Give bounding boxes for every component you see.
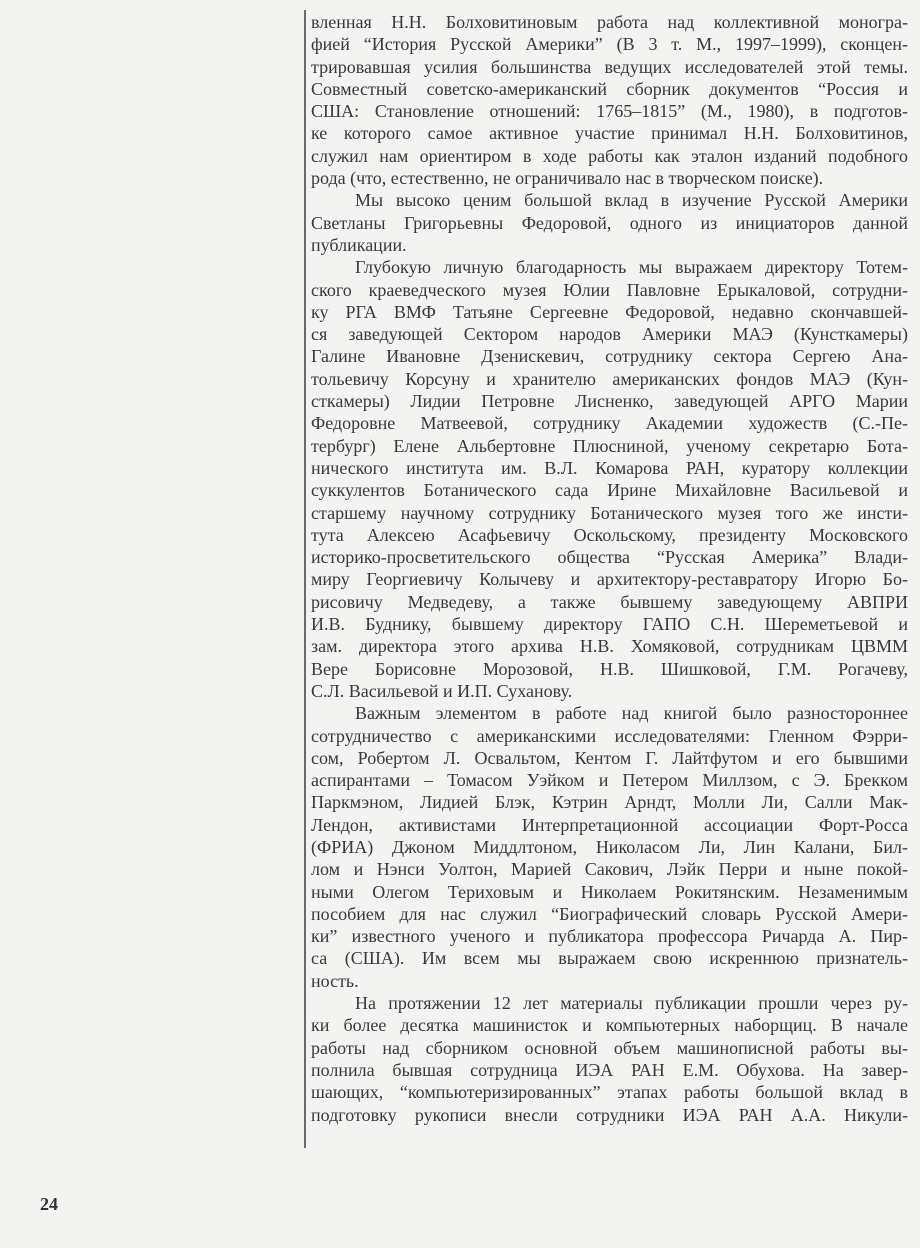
text-line: миру Георгиевичу Колычеву и архитектору-реставратору Игорю Бо- xyxy=(311,569,908,590)
paragraph xyxy=(311,189,908,256)
text-line: Федоровне Матвеевой, сотруднику Академии художеств (С.-Пе- xyxy=(311,413,908,434)
text-line: сотрудничество с американскими исследователями: Гленном Фэрри- xyxy=(311,725,908,746)
text-line: ки более десятка машинисток и компьютерных наборщиц. В начале xyxy=(311,1015,908,1036)
text-line: Мы высоко ценим большой вклад в изучение Русской Америки xyxy=(355,190,908,211)
text-line: зам. директора этого архива Н.В. Хомяковой, сотрудникам ЦВММ xyxy=(311,636,908,657)
paragraph xyxy=(311,992,908,1126)
paragraph xyxy=(311,256,908,702)
body-text xyxy=(311,11,908,1126)
text-line: сом, Робертом Л. Освальтом, Кентом Г. Лайтфутом и его бывшими xyxy=(311,747,908,768)
text-line: рода (что, естественно, не ограничивало нас в творческом поиске). xyxy=(311,168,824,189)
text-line: (ФРИА) Джоном Миддлтоном, Николасом Ли, Лин Калани, Бил- xyxy=(311,836,908,857)
text-line: аспирантами – Томасом Уэйком и Петером Миллзом, с Э. Брекком xyxy=(311,770,908,791)
text-line: На протяжении 12 лет материалы публикации прошли через ру- xyxy=(355,993,908,1014)
text-line: С.Л. Васильевой и И.П. Суханову. xyxy=(311,680,573,701)
text-line: Вере Борисовне Морозовой, Н.В. Шишковой, Г.М. Рогачеву, xyxy=(311,658,908,679)
text-line: США: Становление отношений: 1765–1815” (М., 1980), в подготов- xyxy=(311,101,908,122)
text-line: работы над сборником основной объем машинописной работы вы- xyxy=(311,1037,908,1058)
text-line: публикации. xyxy=(311,234,407,255)
page-number: 24 xyxy=(40,1194,58,1214)
text-line: рисовичу Медведеву, а также бывшему заведующему АВПРИ xyxy=(311,591,908,612)
text-line: тольевичу Корсуну и хранителю американских фондов МАЭ (Кун- xyxy=(311,368,908,389)
text-line: Светланы Григорьевны Федоровой, одного из инициаторов данной xyxy=(311,212,908,233)
paragraph xyxy=(311,11,908,189)
text-line: Лендон, активистами Интерпретационной ассоциации Форт-Росса xyxy=(311,814,908,835)
text-line: ского краеведческого музея Юлии Павловне Ерыкаловой, сотрудни- xyxy=(311,279,908,300)
text-line: нического института им. В.Л. Комарова РАН, куратору коллекции xyxy=(311,457,908,478)
text-line: ность. xyxy=(311,970,359,991)
text-line: И.В. Буднику, бывшему директору ГАПО С.Н. Шереметьевой и xyxy=(311,614,908,635)
text-line: Важным элементом в работе над книгой было разностороннее xyxy=(355,703,908,724)
text-line: ке которого самое активное участие принимал Н.Н. Болховитинов, xyxy=(311,123,908,144)
text-line: Совместный советско-американский сборник документов “Россия и xyxy=(311,78,908,99)
text-line: ку РГА ВМФ Татьяне Сергеевне Федоровой, недавно скончавшей- xyxy=(311,301,908,322)
text-line: суккулентов Ботанического сада Ирине Михайловне Васильевой и xyxy=(311,480,908,501)
text-line: старшему научному сотруднику Ботанического музея того же инсти- xyxy=(311,502,908,523)
text-line: историко-просветительского общества “Русская Америка” Влади- xyxy=(311,547,908,568)
text-line: вленная Н.Н. Болховитиновым работа над коллективной моногра- xyxy=(311,12,908,32)
text-line: Глубокую личную благодарность мы выражаем директору Тотем- xyxy=(355,257,908,278)
text-line: ся заведующей Сектором народов Америки МАЭ (Кунсткамеры) xyxy=(311,324,908,345)
margin-rule xyxy=(304,10,306,1148)
text-line: трировавшая усилия большинства ведущих исследователей этой темы. xyxy=(311,56,908,77)
text-line: Галине Ивановне Дзенискевич, сотруднику сектора Сергею Ана- xyxy=(311,346,908,367)
text-line: подготовку рукописи внесли сотрудники ИЭА РАН А.А. Никули- xyxy=(311,1104,908,1125)
text-line: фией “История Русской Америки” (В 3 т. М., 1997–1999), сконцен- xyxy=(311,34,908,55)
text-line: тербург) Елене Альбертовне Плюсниной, ученому секретарю Бота- xyxy=(311,435,908,456)
text-line: полнила бывшая сотрудница ИЭА РАН Е.М. Обухова. На завер- xyxy=(311,1059,908,1080)
text-line: Паркмэном, Лидией Блэк, Кэтрин Арндт, Молли Ли, Салли Мак- xyxy=(311,792,908,813)
text-line: тута Алексею Асафьевичу Оскольскому, президенту Московского xyxy=(311,524,908,545)
text-line: ными Олегом Териховым и Николаем Рокитянским. Незаменимым xyxy=(311,881,908,902)
text-line: служил нам ориентиром в ходе работы как эталон изданий подобного xyxy=(311,145,908,166)
text-line: ки” известного ученого и публикатора профессора Ричарда А. Пир- xyxy=(311,926,908,947)
text-line: лом и Нэнси Уолтон, Марией Сакович, Лэйк Перри и ныне покой- xyxy=(311,859,908,880)
text-line: шающих, “компьютеризированных” этапах работы большой вклад в xyxy=(311,1082,908,1103)
text-line: пособием для нас служил “Биографический словарь Русской Амери- xyxy=(311,903,908,924)
paragraph xyxy=(311,702,908,992)
text-line: сткамеры) Лидии Петровне Лисненко, заведующей АРГО Марии xyxy=(311,391,908,412)
text-line: са (США). Им всем мы выражаем свою искреннюю признатель- xyxy=(311,948,908,969)
